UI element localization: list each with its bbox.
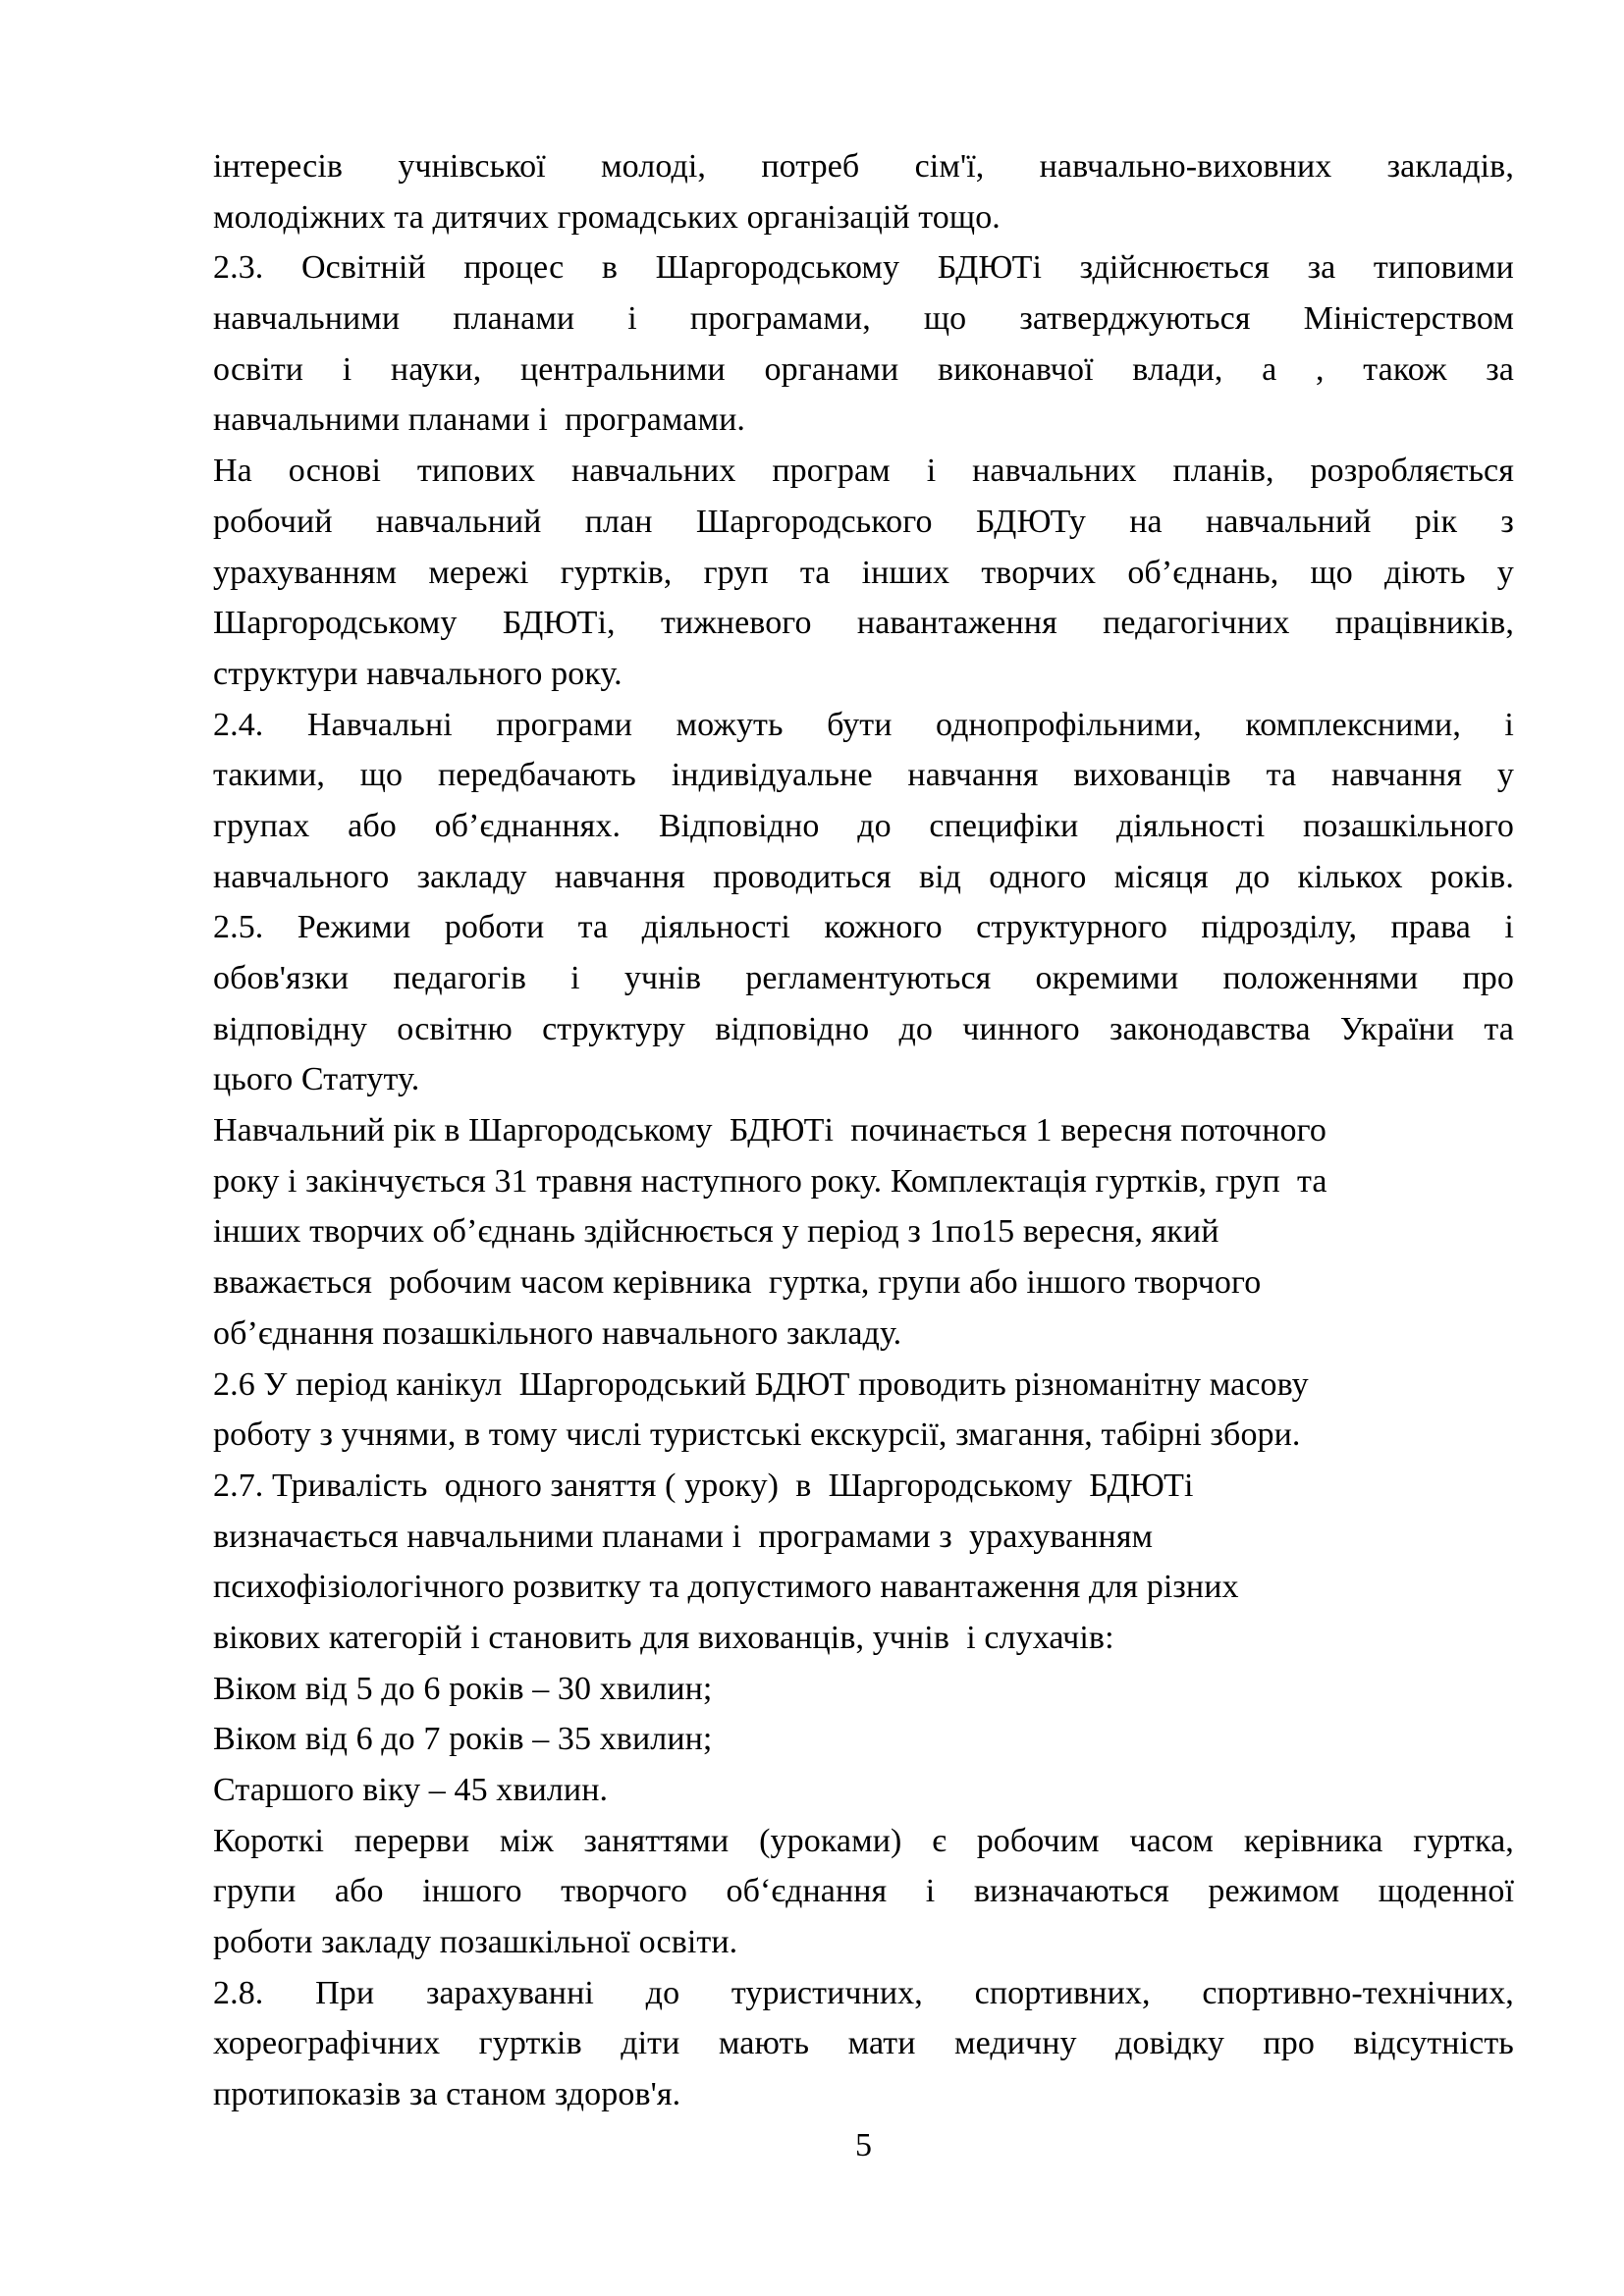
text-line: навчальними планами і програмами, що затверджуються Міністерством: [213, 300, 1514, 338]
text-line: Старшого віку – 45 хвилин.: [213, 1772, 609, 1808]
text-line: Віком від 5 до 6 років – 30 хвилин;: [213, 1670, 713, 1707]
text-line: роботу з учнями, в тому числі туристські екскурсії, змагання, табірні збори.: [213, 1416, 1301, 1454]
text-line: 2.6 У період канікул Шаргородський БДЮТ проводить різноманітну масову: [213, 1365, 1309, 1403]
text-line: вікових категорій і становить для вихованців, учнів і слухачів:: [213, 1619, 1114, 1656]
text-line: 2.5. Режими роботи та діяльності кожного структурного підрозділу, права і: [213, 909, 1514, 946]
text-line: інших творчих об’єднань здійснюється у період з 1по15 вересня, який: [213, 1213, 1219, 1251]
text-line: робочий навчальний план Шаргородського БДЮТу на навчальний рік з: [213, 503, 1514, 540]
page-number: 5: [855, 2126, 872, 2163]
text-line: 2.4. Навчальні програми можуть бути однопрофільними, комплексними, і: [213, 706, 1514, 743]
text-line: групах або об’єднаннях. Відповідно до специфіки діяльності позашкільного: [213, 807, 1514, 844]
text-line: обов'язки педагогів і учнів регламентуються окремими положеннями про: [213, 960, 1514, 996]
text-line: структури навчального року.: [213, 655, 623, 692]
text-line: психофізіологічного розвитку та допустимого навантаження для різних: [213, 1569, 1239, 1606]
document-body: [213, 141, 1514, 2120]
text-line: навчального закладу навчання проводиться від одного місяця до кількох років.: [213, 858, 1514, 895]
text-line: молодіжних та дитячих громадських організацій тощо.: [213, 198, 1001, 236]
text-line: групи або іншого творчого об‘єднання і визначаються режимом щоденної: [213, 1873, 1514, 1910]
text-line: Короткі перерви між заняттями (уроками) є робочим часом керівника гуртка,: [213, 1822, 1514, 1859]
text-line: роботи закладу позашкільної освіти.: [213, 1924, 738, 1961]
text-line: Навчальний рік в Шаргородському БДЮТі починається 1 вересня поточного: [213, 1112, 1326, 1149]
text-line: навчальними планами і програмами.: [213, 401, 746, 439]
text-line: визначається навчальними планами і програмами з урахуванням: [213, 1518, 1154, 1555]
text-line: Віком від 6 до 7 років – 35 хвилин;: [213, 1721, 713, 1758]
text-line: На основі типових навчальних програм і навчальних планів, розробляється: [213, 453, 1514, 490]
text-line: цього Статуту.: [213, 1061, 420, 1098]
text-line: інтересів учнівської молоді, потреб сім'ї, навчально-виховних закладів,: [213, 148, 1514, 185]
text-line: року і закінчується 31 травня наступного року. Комплектація гуртків, груп та: [213, 1162, 1327, 1200]
text-line: 2.3. Освітній процес в Шаргородському БДЮТі здійснюється за типовими: [213, 249, 1514, 287]
text-line: 2.7. Тривалість одного заняття ( уроку) в Шаргородському БДЮТі: [213, 1467, 1194, 1504]
text-line: урахуванням мережі гуртків, груп та інших творчих об’єднань, що діють у: [213, 554, 1514, 591]
text-line: відповідну освітню структуру відповідно до чинного законодавства України та: [213, 1010, 1514, 1047]
text-line: такими, що передбачають індивідуальне навчання вихованців та навчання у: [213, 757, 1514, 794]
text-line: 2.8. При зарахуванні до туристичних, спортивних, спортивно-технічних,: [213, 1974, 1514, 2011]
text-line: протипоказів за станом здоров'я.: [213, 2076, 681, 2113]
text-line: об’єднання позашкільного навчального закладу.: [213, 1314, 902, 1352]
text-line: вважається робочим часом керівника гуртка, групи або іншого творчого: [213, 1264, 1262, 1302]
text-line: хореографічних гуртків діти мають мати медичну довідку про відсутність: [213, 2025, 1514, 2062]
text-line: Шаргородському БДЮТі, тижневого навантаження педагогічних працівників,: [213, 605, 1514, 642]
text-line: освіти і науки, центральними органами виконавчої влади, а , також за: [213, 350, 1514, 388]
